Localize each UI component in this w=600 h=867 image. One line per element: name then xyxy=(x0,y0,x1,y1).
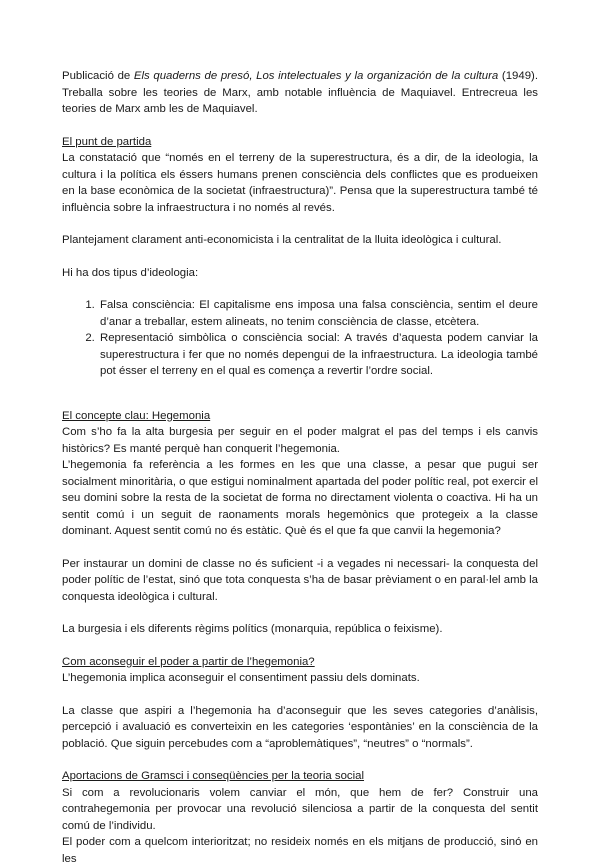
book-title: Els quaderns de presó, Los intelectuales y la organización de la cultura xyxy=(133,70,499,82)
ideology-list xyxy=(62,297,538,380)
intro-line2: Treballa sobre les teories de Marx, amb notable influència de Maquiavel. Entrecreua les teories de Marx amb les de Maquiavel. xyxy=(62,86,538,115)
paragraph: L’hegemonia implica aconseguir el consentiment passiu dels dominats. xyxy=(62,672,420,684)
paragraph: Hi ha dos tipus d’ideologia: xyxy=(62,266,199,279)
intro-suffix: (1949). xyxy=(498,70,538,82)
paragraph: Per instaurar un domini de classe no és suficient -i a vegades ni necessari- la conquesta del poder polític de l’estat, sinó que tota conquesta s’ha de basar prèviament o en paral·lel amb la conquesta ideològica i cultural. xyxy=(62,557,538,603)
paragraph: La classe que aspiri a l’hegemonia ha d’aconseguir que les seves categories d’anàlisis, percepció i avaluació es converteixin en les categories ‘espontànies’ en la consciència de la població. Que siguin percebudes com a “aproblemàtiques”, “neutres” o “normals”. xyxy=(62,704,538,750)
paragraph: El poder com a quelcom interioritzat; no resideix només en els mitjans de producció, sinó en les xyxy=(62,836,538,865)
paragraph: Si com a revolucionaris volem canviar el món, que hem de fer? Construir una contrahegemonia per provocar una revolució silenciosa a partir de la conquesta del sentit comú de l’individu. xyxy=(62,786,538,832)
paragraph: Com s’ho fa la alta burgesia per seguir en el poder malgrat el pas del temps i els canvis històrics? Es manté perquè han conquerit l’hegemonia. xyxy=(62,426,538,455)
intro-prefix: Publicació de xyxy=(62,70,134,82)
paragraph: L’hegemonia fa referència a les formes en les que una classe, a pesar que pugui ser socialment minoritària, o que estigui nominalment apartada del poder polític real, pot exercir el seu domini sobre la resta de la societat de forma no directament violenta o coactiva. Hi ha un sentit comú i un seguit de raonaments morals hegemònics que protegeix a la classe dominant. Aquest sentit comú no és estàtic. Què és el que fa que canvii la hegemonia? xyxy=(62,459,538,537)
paragraph: Plantejament clarament anti-economicista i la centralitat de la lluita ideològica i cultural. xyxy=(62,234,502,246)
paragraph: La constatació que “només en el terreny de la superestructura, és a dir, de la ideologia, la cultura i la política els éssers humans prenen consciència dels conflictes que es produeixen en la base econòmica de la societat (infraestructura)”. Pensa que la superestructura també té influència sobre la infraestructura i no només al revés. xyxy=(62,152,538,214)
list-item: 1. Falsa consciència: El capitalisme ens imposa una falsa consciència, sentim el deure d’anar a treballar, estem alineats, no tenim consciència de classe, etcètera. xyxy=(98,297,538,330)
list-item: 2. Representació simbòlica o consciència social: A través d’aquesta podem canviar la superestructura i fer que no només depengui de la infraestructura. La ideologia també pot ésser el terreny en el qual es comença a revertir l’ordre social. xyxy=(98,330,538,380)
section-heading-hegemonia: El concepte clau: Hegemonia xyxy=(62,409,211,422)
section-heading-aportacions: Aportacions de Gramsci i conseqüències per la teoria social xyxy=(62,770,365,782)
intro-paragraph xyxy=(62,68,538,118)
section-heading-punt-de-partida: El punt de partida xyxy=(62,135,152,148)
paragraph: La burgesia i els diferents règims polítics (monarquia, república o feixisme). xyxy=(62,623,443,635)
section-heading-com-aconseguir: Com aconseguir el poder a partir de l’hegemonia? xyxy=(62,655,315,668)
